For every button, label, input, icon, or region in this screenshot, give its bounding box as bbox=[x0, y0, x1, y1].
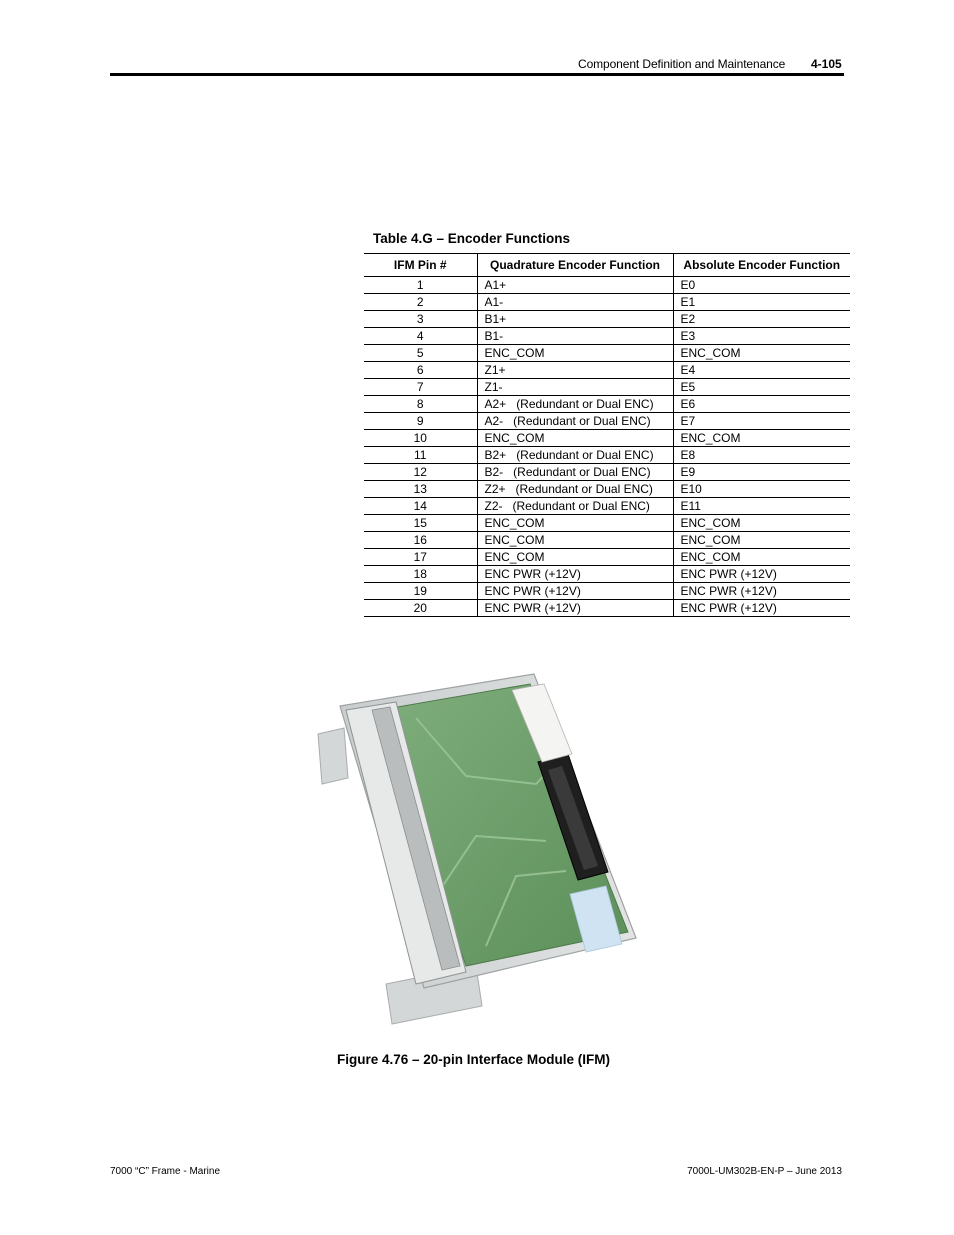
quadrature-function-cell: Z2+ (Redundant or Dual ENC) bbox=[477, 481, 673, 498]
absolute-function-cell: E1 bbox=[673, 294, 850, 311]
table-row bbox=[364, 277, 850, 294]
pin-cell: 1 bbox=[364, 277, 477, 294]
absolute-function-cell: E7 bbox=[673, 413, 850, 430]
absolute-function-cell: E8 bbox=[673, 447, 850, 464]
table-row bbox=[364, 294, 850, 311]
absolute-function-cell: E10 bbox=[673, 481, 850, 498]
quadrature-function-cell: B2+ (Redundant or Dual ENC) bbox=[477, 447, 673, 464]
quadrature-function-cell: Z2- (Redundant or Dual ENC) bbox=[477, 498, 673, 515]
absolute-function-cell: E5 bbox=[673, 379, 850, 396]
footer-left: 7000 “C” Frame - Marine bbox=[110, 1166, 221, 1177]
quadrature-function-cell: ENC PWR (+12V) bbox=[477, 583, 673, 600]
footer-right: 7000L-UM302B-EN-P – June 2013 bbox=[687, 1166, 842, 1177]
pin-cell: 7 bbox=[364, 379, 477, 396]
header-section-title: Component Definition and Maintenance bbox=[578, 57, 786, 71]
quadrature-function-cell: ENC_COM bbox=[477, 532, 673, 549]
absolute-function-cell: ENC PWR (+12V) bbox=[673, 566, 850, 583]
quadrature-function-cell: Z1- bbox=[477, 379, 673, 396]
ifm-module-photo bbox=[316, 666, 650, 1034]
encoder-functions-table bbox=[364, 253, 850, 617]
column-header-quadrature: Quadrature Encoder Function bbox=[477, 254, 673, 277]
absolute-function-cell: ENC_COM bbox=[673, 430, 850, 447]
table-row bbox=[364, 362, 850, 379]
table-row bbox=[364, 566, 850, 583]
absolute-function-cell: E6 bbox=[673, 396, 850, 413]
pin-cell: 19 bbox=[364, 583, 477, 600]
din-clip-top bbox=[318, 728, 348, 784]
table-row bbox=[364, 583, 850, 600]
absolute-function-cell: E3 bbox=[673, 328, 850, 345]
table-row bbox=[364, 498, 850, 515]
pin-cell: 6 bbox=[364, 362, 477, 379]
absolute-function-cell: ENC PWR (+12V) bbox=[673, 600, 850, 617]
table-row bbox=[364, 600, 850, 617]
table-row bbox=[364, 413, 850, 430]
absolute-function-cell: ENC_COM bbox=[673, 345, 850, 362]
absolute-function-cell: ENC_COM bbox=[673, 532, 850, 549]
pin-cell: 17 bbox=[364, 549, 477, 566]
pin-cell: 9 bbox=[364, 413, 477, 430]
quadrature-function-cell: ENC PWR (+12V) bbox=[477, 566, 673, 583]
absolute-function-cell: E11 bbox=[673, 498, 850, 515]
table-row bbox=[364, 532, 850, 549]
pin-cell: 3 bbox=[364, 311, 477, 328]
absolute-function-cell: E2 bbox=[673, 311, 850, 328]
pin-cell: 8 bbox=[364, 396, 477, 413]
quadrature-function-cell: ENC PWR (+12V) bbox=[477, 600, 673, 617]
absolute-function-cell: E4 bbox=[673, 362, 850, 379]
quadrature-function-cell: A1- bbox=[477, 294, 673, 311]
pin-cell: 4 bbox=[364, 328, 477, 345]
quadrature-function-cell: A1+ bbox=[477, 277, 673, 294]
quadrature-function-cell: A2- (Redundant or Dual ENC) bbox=[477, 413, 673, 430]
pin-cell: 18 bbox=[364, 566, 477, 583]
absolute-function-cell: E0 bbox=[673, 277, 850, 294]
pin-cell: 15 bbox=[364, 515, 477, 532]
table-row bbox=[364, 328, 850, 345]
pin-cell: 5 bbox=[364, 345, 477, 362]
absolute-function-cell: ENC_COM bbox=[673, 549, 850, 566]
header-page-number: 4-105 bbox=[811, 57, 842, 71]
column-header-absolute: Absolute Encoder Function bbox=[673, 254, 850, 277]
pin-cell: 10 bbox=[364, 430, 477, 447]
table-header-row bbox=[364, 254, 850, 277]
quadrature-function-cell: ENC_COM bbox=[477, 430, 673, 447]
table-row bbox=[364, 549, 850, 566]
table-row bbox=[364, 430, 850, 447]
column-header-pin: IFM Pin # bbox=[364, 254, 477, 277]
quadrature-function-cell: ENC_COM bbox=[477, 515, 673, 532]
quadrature-function-cell: Z1+ bbox=[477, 362, 673, 379]
table-row bbox=[364, 464, 850, 481]
table-row bbox=[364, 379, 850, 396]
pin-cell: 11 bbox=[364, 447, 477, 464]
table-caption: Table 4.G – Encoder Functions bbox=[373, 231, 571, 246]
table-body bbox=[364, 277, 850, 617]
quadrature-function-cell: ENC_COM bbox=[477, 549, 673, 566]
absolute-function-cell: E9 bbox=[673, 464, 850, 481]
pin-cell: 2 bbox=[364, 294, 477, 311]
header-rule bbox=[110, 73, 844, 76]
quadrature-function-cell: ENC_COM bbox=[477, 345, 673, 362]
figure-caption: Figure 4.76 – 20-pin Interface Module (IFM) bbox=[337, 1052, 611, 1067]
pin-cell: 20 bbox=[364, 600, 477, 617]
absolute-function-cell: ENC PWR (+12V) bbox=[673, 583, 850, 600]
quadrature-function-cell: B1+ bbox=[477, 311, 673, 328]
table-row bbox=[364, 515, 850, 532]
table-row bbox=[364, 396, 850, 413]
quadrature-function-cell: A2+ (Redundant or Dual ENC) bbox=[477, 396, 673, 413]
table-row bbox=[364, 345, 850, 362]
pin-cell: 16 bbox=[364, 532, 477, 549]
table-row bbox=[364, 447, 850, 464]
pin-cell: 14 bbox=[364, 498, 477, 515]
table-row bbox=[364, 311, 850, 328]
pin-cell: 13 bbox=[364, 481, 477, 498]
table-row bbox=[364, 481, 850, 498]
absolute-function-cell: ENC_COM bbox=[673, 515, 850, 532]
quadrature-function-cell: B1- bbox=[477, 328, 673, 345]
pin-cell: 12 bbox=[364, 464, 477, 481]
quadrature-function-cell: B2- (Redundant or Dual ENC) bbox=[477, 464, 673, 481]
